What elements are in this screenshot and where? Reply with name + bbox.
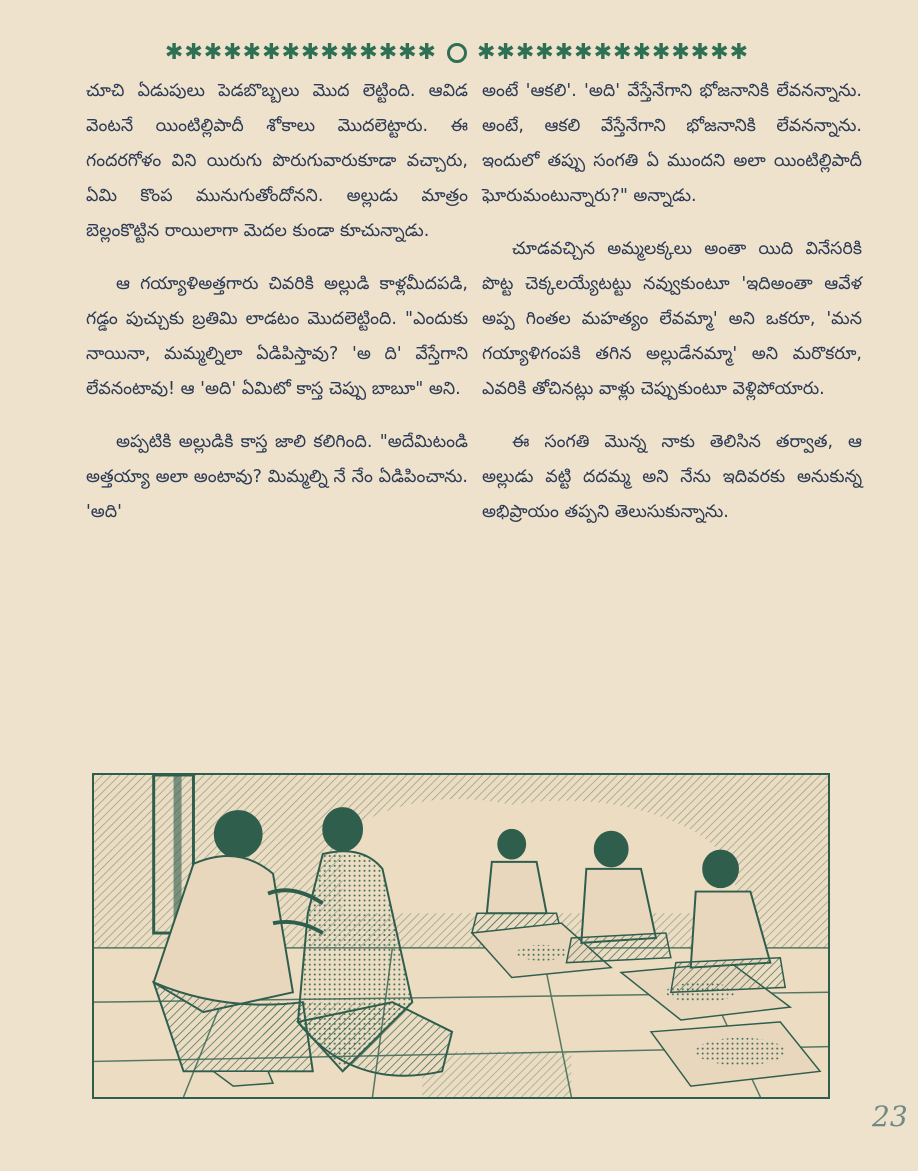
paragraph: ఆ గయ్యాళిఅత్తగారు చివరికి అల్లుడి కాళ్లమీదపడి, గడ్డం పుచ్చుకు బ్రతిమి లాడటం మొదలెట్టింది. "ఎందుకు నాయినా, మమ్మల్నిలా ఏడిపిస్తావు? 'అ ది' వేస్తేగాని లేవనంటావు! ఆ 'అది' ఏమిటో కాస్త చెప్పు బాబూ" అని.: [86, 274, 468, 399]
right-text-column: [482, 74, 862, 548]
star-border-icon: ✱✱✱✱✱✱✱✱✱✱✱✱✱✱: [164, 40, 437, 65]
paragraph: అప్పటికి అల్లుడికి కాస్త జాలి కలిగింది. "అదేమిటండి అత్తయ్యా అలా అంటావు? మిమ్మల్ని నే నేం ఏడిపించాను. 'అది': [86, 432, 468, 522]
decorative-border: [84, 38, 830, 68]
paragraph: చూచి ఏడుపులు పెడబొబ్బలు మొద లెట్టింది. ఆవిడ వెంటనే యింటిల్లిపాదీ శోకాలు మొదలెట్టారు. ఈ గందరగోళం విని యిరుగు పొరుగువారుకూడా వచ్చారు, ఏమి కొంప మునుగుతోందోనని. అల్లుడు మాత్రం బెల్లంకొట్టిన రాయిలాగా మెదల కుండా కూచున్నాడు.: [86, 81, 468, 241]
illustration-drawing: [94, 775, 828, 1097]
star-border-icon: ✱✱✱✱✱✱✱✱✱✱✱✱✱✱: [477, 40, 750, 65]
story-illustration: [92, 773, 830, 1099]
ring-ornament-icon: [447, 43, 467, 63]
paragraph: ఈ సంగతి మొన్న నాకు తెలిసిన తర్వాత, ఆ అల్లుడు వట్టి దదమ్మ అని నేను ఇదివరకు అనుకున్న అభిప్రాయం తప్పని తెలుసుకున్నాను.: [482, 432, 862, 522]
left-text-column: [86, 74, 468, 548]
paragraph: చూడవచ్చిన అమ్మలక్కలు అంతా యిది వినేసరికి పొట్ట చెక్కలయ్యేటట్టు నవ్వుకుంటూ 'ఇదిఅంతా ఆవేళ అప్ప గింతల మహత్యం లేవమ్మా' అని ఒకరూ, 'మన గయ్యాళిగంపకి తగిన అల్లుడేనమ్మా' అని మరొకరూ, ఎవరికి తోచినట్లు వాళ్లు చెప్పుకుంటూ వెళ్లిపోయారు.: [482, 239, 862, 399]
page-number: 23: [872, 1100, 908, 1133]
paragraph: అంటే 'ఆకలి'. 'అది' వేస్తేనేగాని భోజనానికి లేవనన్నాను. అంటే, ఆకలి వేస్తేనేగాని భోజనానికి లేవనన్నాను. ఇందులో తప్పు సంగతి ఏ ముందని అలా యింటిల్లిపాదీ ఘోరుమంటున్నారు?" అన్నాడు.: [482, 81, 862, 206]
